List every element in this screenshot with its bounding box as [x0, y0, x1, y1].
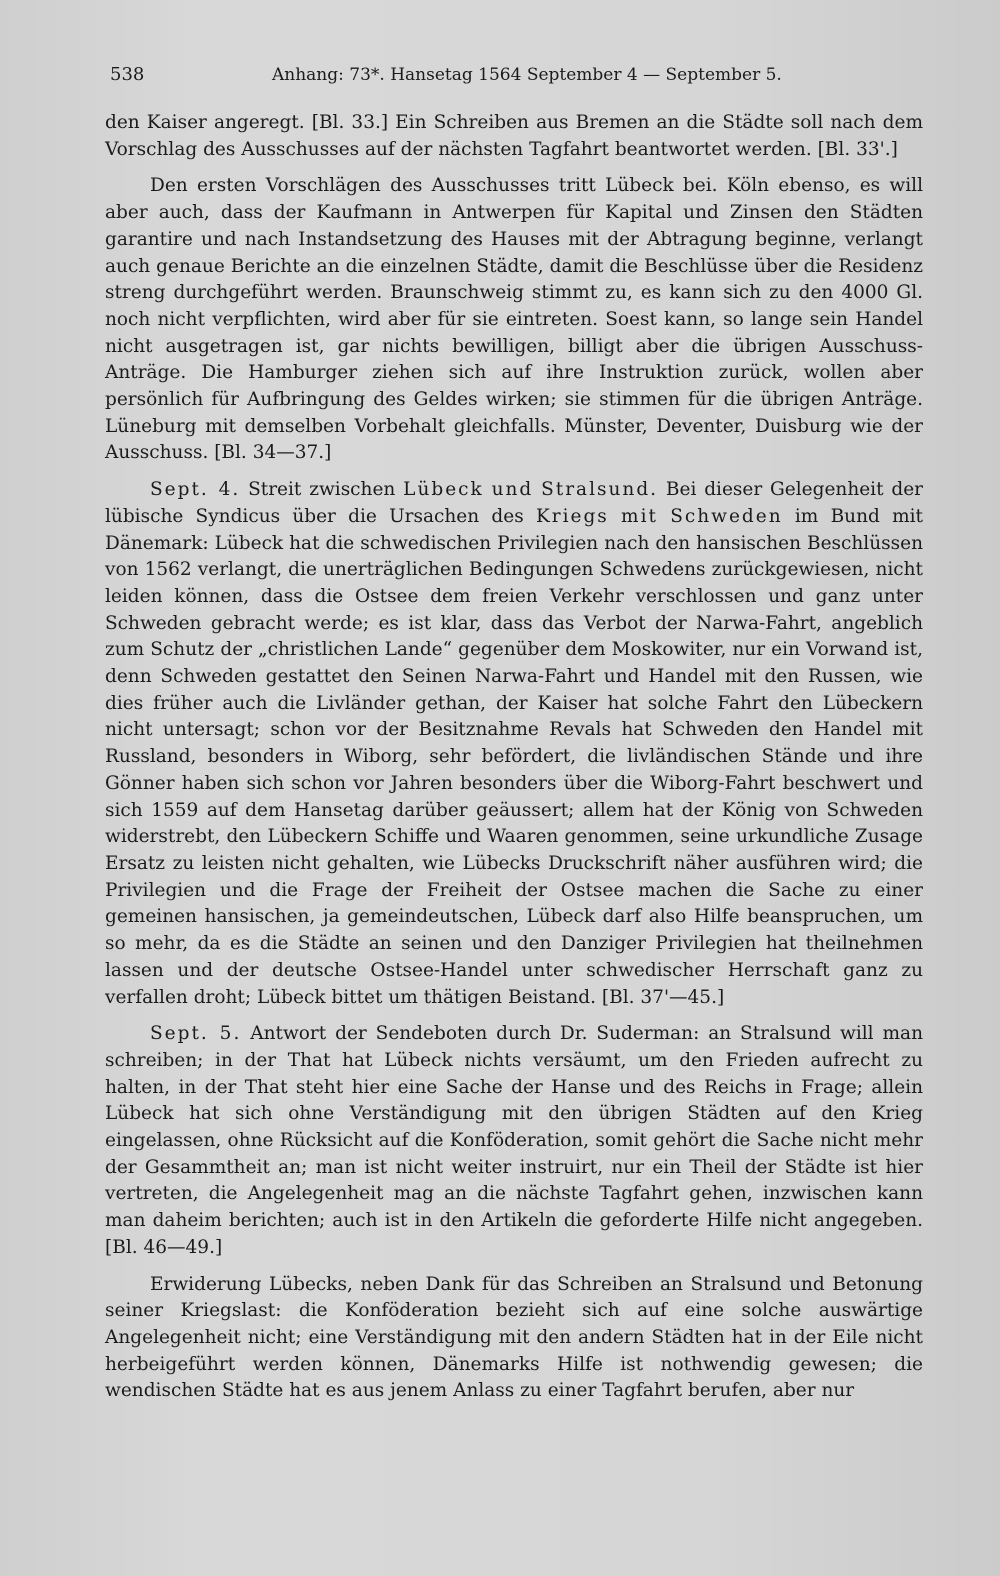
paragraph-1: den Kaiser angeregt. [Bl. 33.] Ein Schreiben aus Bremen an die Städte soll nach dem Vorschlag des Ausschusses auf der nächsten Tagfahrt beantwortet werden. [Bl. 33'.] [105, 112, 923, 160]
paragraph-3-part-1: Streit zwischen [248, 479, 396, 501]
paragraph-2: Den ersten Vorschlägen des Ausschusses tritt Lübeck bei. Köln ebenso, es will aber auch, dass der Kaufmann in Antwerpen für Kapital und Zinsen den Städten garantire und nach Instandsetzung des Hauses mit der Abtragung beginne, verlangt auch genaue Berichte an die einzelnen Städte, damit die Beschlüsse über die Residenz streng durchgeführt werden. Braunschweig stimmt zu, es kann sich zu den 4000 Gl. noch nicht verpflichten, wird aber für sie eintreten. Soest kann, so lange sein Handel nicht ausgetragen ist, gar nichts bewilligen, billigt aber die übrigen Ausschuss-Anträge. Die Hamburger ziehen sich auf ihre Instruktion zurück, wollen aber persönlich für Aufbringung des Geldes wirken; sie stimmen für die übrigen Anträge. Lüneburg mit demselben Vorbehalt gleichfalls. Münster, Deventer, Duisburg wie der Ausschuss. [Bl. 34—37.] [105, 175, 923, 464]
paragraph-4 [105, 1021, 923, 1261]
date-lead-sept-5: Sept. 5. [150, 1023, 242, 1045]
spaced-name-luebeck: Lübeck [403, 479, 484, 501]
page-number: 538 [110, 64, 145, 85]
paragraph-3-part-3: im Bund mit Dänemark: Lübeck hat die schwedischen Privilegien nach den hansischen Beschlüssen von 1562 verlangt, die unerträglichen Bedingungen Schwedens zurückgewiesen, nicht leiden können, dass die Ostsee dem freien Verkehr verschlossen und ganz unter Schweden gebracht werde; es ist klar, dass das Verbot der Narwa-Fahrt, angeblich zum Schutz der „christlichen Lande“ gegenüber dem Moskowiter, nur ein Vorwand ist, denn Schweden gestattet den Seinen Narwa-Fahrt und Handel mit den Russen, wie dies früher auch die Livländer gethan, der Kaiser hat solche Fahrt den Lübeckern nicht untersagt; schon vor der Besitznahme Revals hat Schweden den Handel mit Russland, besonders in Wiborg, sehr befördert, die livländischen Stände und ihre Gönner haben sich schon vor Jahren besonders über die Wiborg-Fahrt beschwert und sich 1559 auf dem Hansetag darüber geäussert; allem hat der König von Schweden widerstrebt, den Lübeckern Schiffe und Waaren genommen, seine urkundliche Zusage Ersatz zu leisten nicht gehalten, wie Lübecks Druckschrift näher ausführen wird; die Privilegien und die Frage der Freiheit der Ostsee machen die Sache zu einer gemeinen hansischen, ja gemeindeutschen, Lübeck darf also Hilfe beanspruchen, um so mehr, da es die Städte an seinen und den Danziger Privilegien hat theilnehmen lassen und der deutsche Ostsee-Handel unter schwedischer Herrschaft ganz zu verfallen droht; Lübeck bittet um thätigen Beistand. [Bl. 37'—45.] [105, 505, 923, 1008]
spaced-name-schweden: Schweden [670, 505, 783, 527]
spaced-word-kriegs: Kriegs [535, 505, 609, 527]
body-text [105, 110, 923, 1405]
spaced-word-und: und [491, 479, 534, 501]
running-head: Anhang: 73*. Hansetag 1564 September 4 — September 5. [272, 65, 782, 85]
paragraph-5: Erwiderung Lübecks, neben Dank für das Schreiben an Stralsund und Betonung seiner Kriegslast: die Konföderation bezieht sich auf eine solche auswärtige Angelegenheit nicht; eine Verständigung mit den andern Städten hat in der Eile nicht herbeigeführt werden können, Dänemarks Hilfe ist nothwendig gewesen; die wendischen Städte hat es aus jenem Anlass zu einer Tagfahrt berufen, aber nur [105, 1273, 923, 1402]
spaced-name-stralsund: Stralsund. [541, 479, 659, 501]
date-lead-sept-4: Sept. 4. [150, 479, 241, 501]
paragraph-3-part-2: Bei dieser Gelegenheit der lübische Syndicus über die Ursachen des [105, 479, 924, 527]
paragraph-3 [105, 477, 923, 1011]
paragraph-4-text: Antwort der Sendeboten durch Dr. Suderman: an Stralsund will man schreiben; in der That hat Lübeck nichts versäumt, um den Frieden aufrecht zu halten, in der That steht hier eine Sache der Hanse und des Reichs in Frage; allein Lübeck hat sich ohne Verständigung mit den übrigen Städten auf den Krieg eingelassen, ohne Rücksicht auf die Konföderation, somit gehört die Sache nicht mehr der Gesammtheit an; man ist nicht weiter instruirt, nur ein Theil der Städte ist hier vertreten, die Angelegenheit mag an die nächste Tagfahrt gehen, inzwischen kann man daheim berichten; auch ist in den Artikeln die geforderte Hilfe nicht angegeben. [Bl. 46—49.] [105, 1023, 923, 1258]
page-header [110, 60, 910, 90]
spaced-word-mit: mit [621, 505, 658, 527]
